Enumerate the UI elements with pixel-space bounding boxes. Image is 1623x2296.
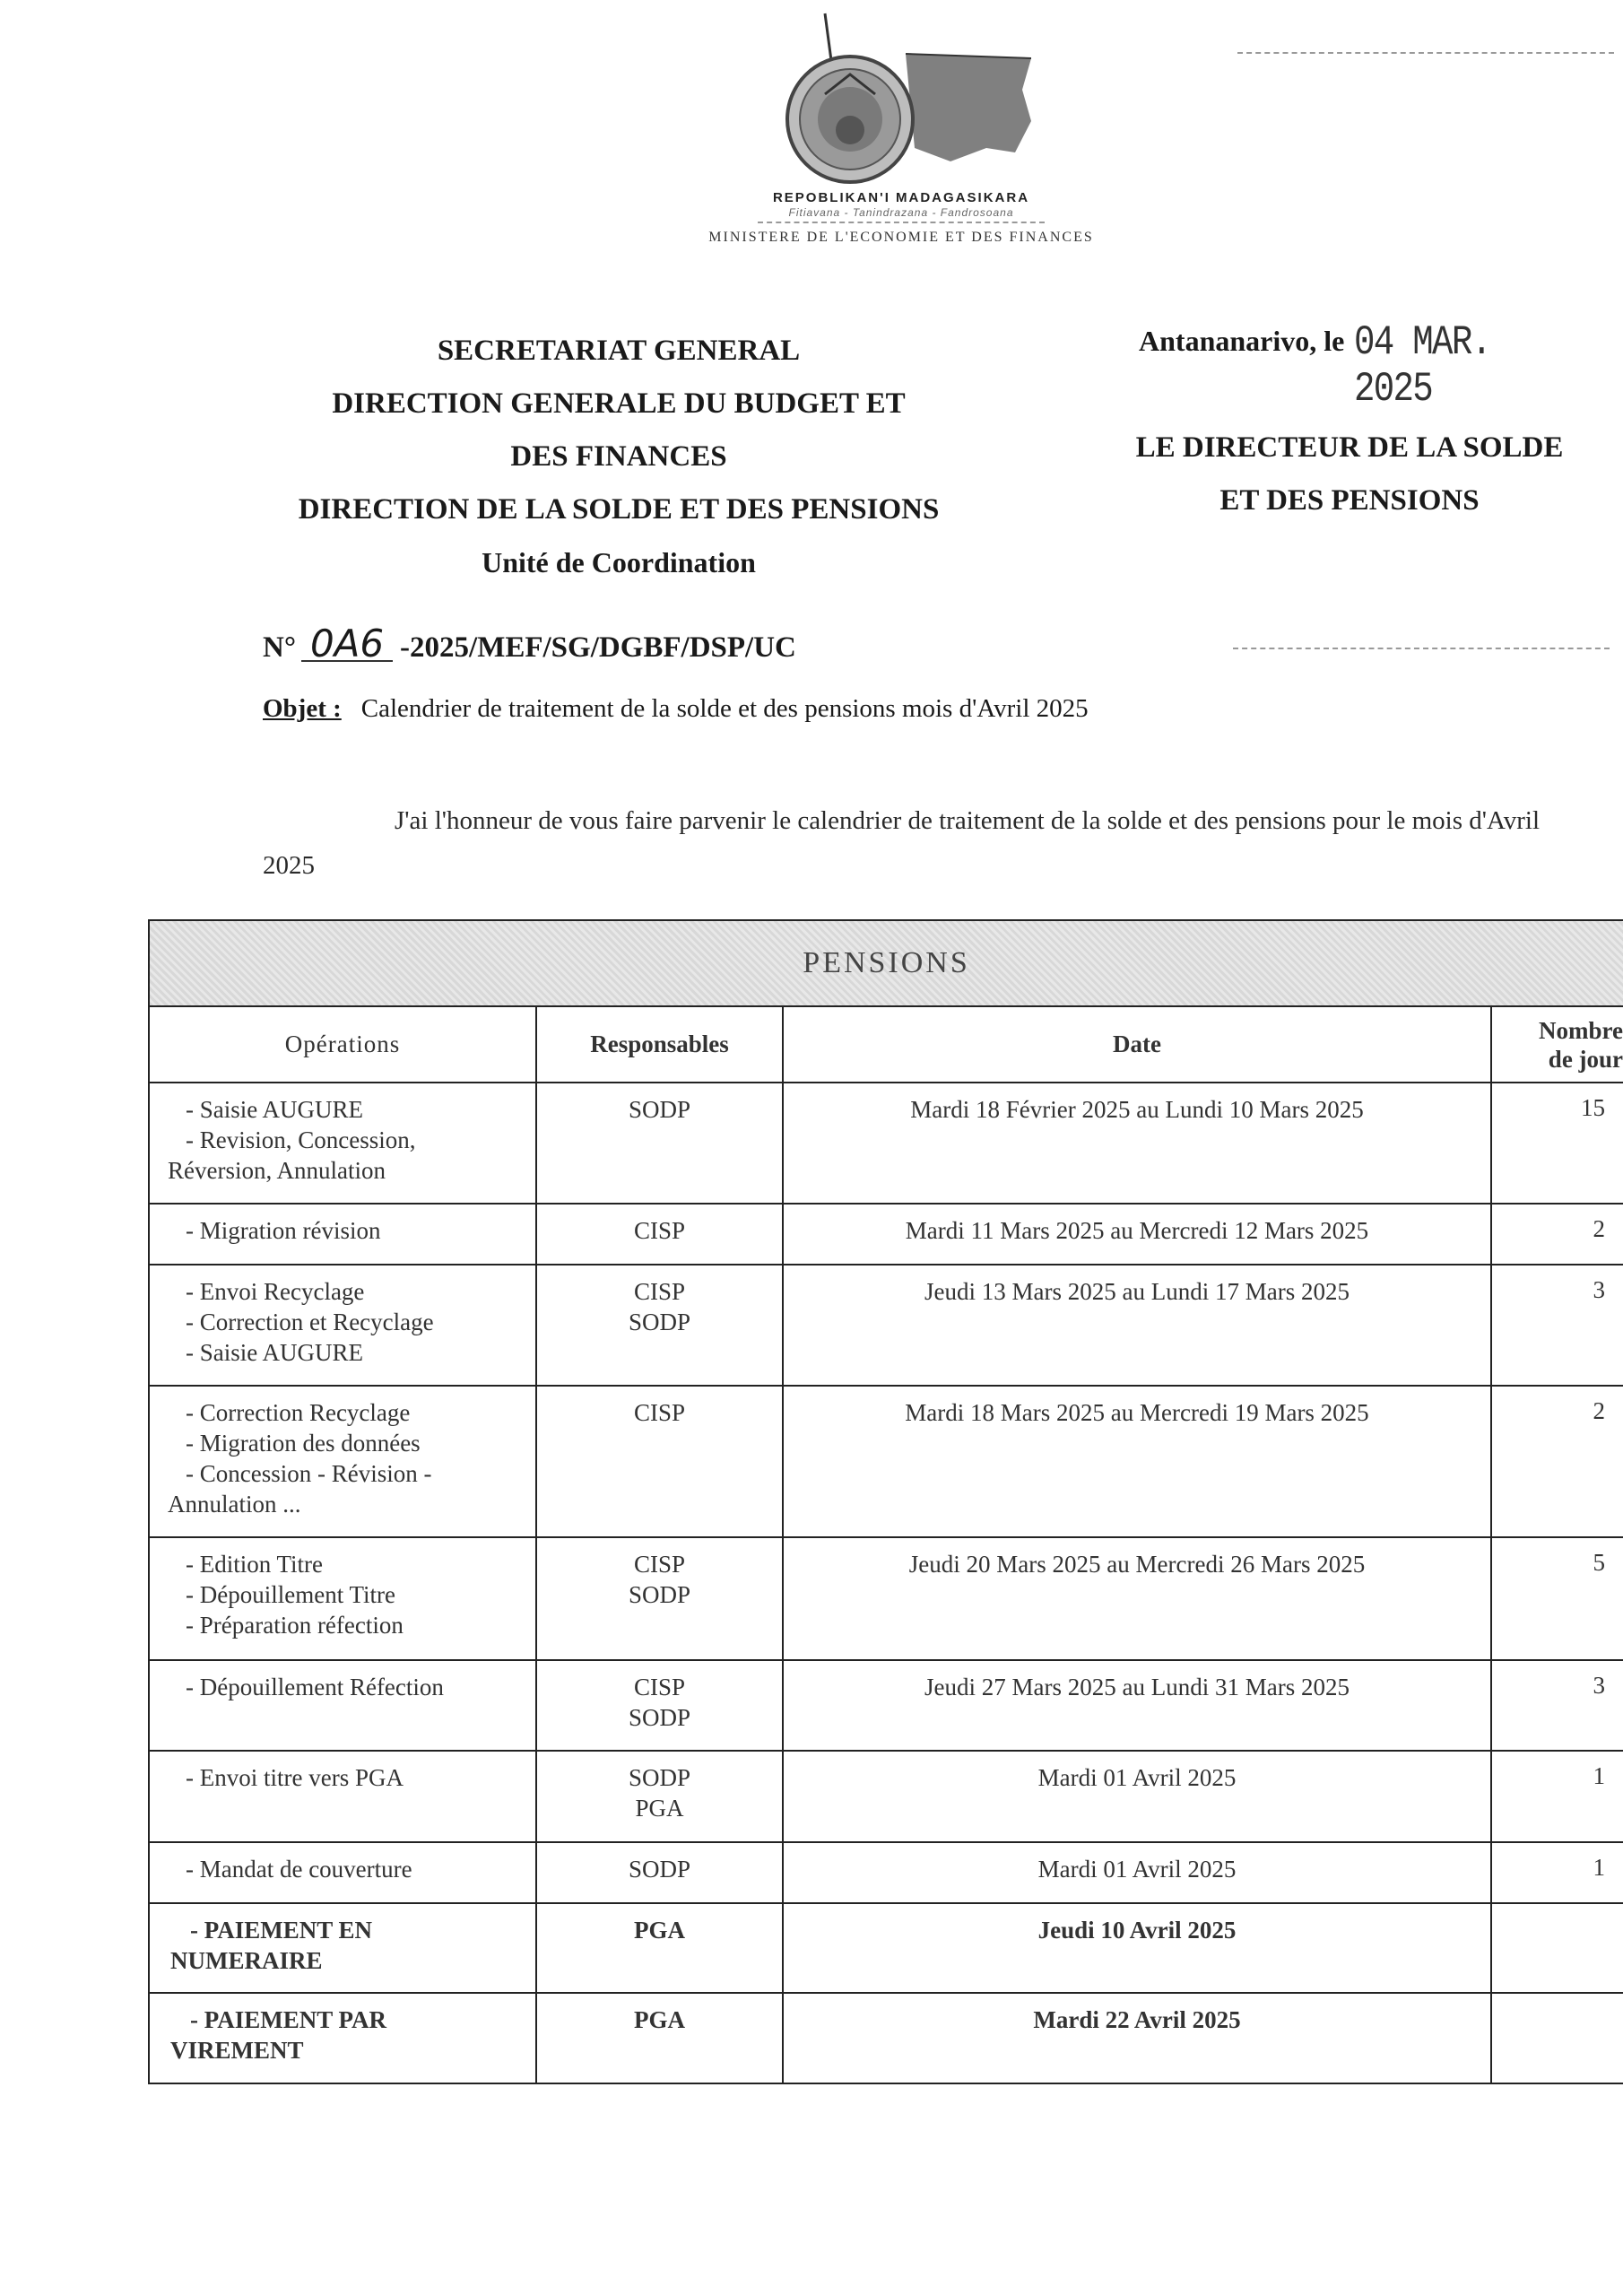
- op-line: - Correction et Recyclage: [186, 1309, 434, 1335]
- table-row: [149, 1265, 1623, 1386]
- op-line: - Préparation réfection: [186, 1612, 404, 1639]
- cell-days: [1491, 1993, 1623, 2083]
- cell-date: Mardi 18 Mars 2025 au Mercredi 19 Mars 2025: [783, 1386, 1491, 1537]
- table-row: [149, 1083, 1623, 1204]
- resp-line: PGA: [635, 1795, 684, 1822]
- resp-line: PGA: [634, 1917, 685, 1944]
- resp-line: CISP: [633, 1551, 686, 1578]
- cell-days: 1: [1491, 1842, 1623, 1903]
- cell-responsables: [536, 1903, 783, 1993]
- table-row: [149, 1993, 1623, 2083]
- op-line: - Migration révision: [186, 1217, 381, 1244]
- cell-responsables: [536, 1993, 783, 2083]
- reference-number: [263, 622, 796, 665]
- cell-operations: [149, 1204, 536, 1265]
- cell-date: Jeudi 20 Mars 2025 au Mercredi 26 Mars 2025: [783, 1537, 1491, 1660]
- op-line: - Edition Titre: [186, 1551, 324, 1578]
- cell-days: 3: [1491, 1265, 1623, 1386]
- col-header-date: Date: [783, 1006, 1491, 1083]
- col-header-nombre-line2: de jour: [1548, 1045, 1623, 1073]
- resp-line: SODP: [628, 1309, 691, 1335]
- resp-line: PGA: [634, 2006, 685, 2033]
- op-line: - Dépouillement Titre: [186, 1581, 395, 1608]
- date-stamp: 04 MAR. 2025: [1354, 319, 1491, 413]
- resp-line: CISP: [633, 1399, 686, 1426]
- intro-paragraph: J'ai l'honneur de vous faire parvenir le calendrier de traitement de la solde et des pensions pour le mois d'Avril 2025: [263, 806, 1541, 880]
- cell-responsables: [536, 1204, 783, 1265]
- op-line: NUMERAIRE: [170, 1947, 323, 1974]
- op-line: - Migration des données: [186, 1430, 421, 1457]
- sender-line: DIRECTION GENERALE DU BUDGET ET: [332, 387, 906, 420]
- cell-responsables: [536, 1842, 783, 1903]
- sender-line: DIRECTION DE LA SOLDE ET DES PENSIONS: [298, 493, 940, 526]
- cell-days: 2: [1491, 1386, 1623, 1537]
- cell-days: 1: [1491, 1751, 1623, 1842]
- cell-days: 2: [1491, 1204, 1623, 1265]
- op-line: - Envoi titre vers PGA: [186, 1764, 404, 1791]
- cell-responsables: [536, 1386, 783, 1537]
- divider: [1237, 52, 1614, 54]
- sender-line: DES FINANCES: [510, 440, 727, 473]
- cell-operations: [149, 1751, 536, 1842]
- table-row: [149, 1842, 1623, 1903]
- op-line: VIREMENT: [170, 2037, 304, 2064]
- op-line: - Revision, Concession,: [186, 1126, 416, 1153]
- col-header-operations: Opérations: [149, 1006, 536, 1083]
- place-label: Antananarivo, le: [1139, 325, 1345, 357]
- op-line: Annulation ...: [168, 1491, 301, 1518]
- table-row: [149, 1660, 1623, 1751]
- table-title: PENSIONS: [149, 920, 1623, 1006]
- cell-date: Jeudi 13 Mars 2025 au Lundi 17 Mars 2025: [783, 1265, 1491, 1386]
- divider: [1233, 648, 1610, 649]
- republic-motto: Fitiavana - Tanindrazana - Fandrosoana: [788, 206, 1014, 219]
- op-line: - PAIEMENT EN: [190, 1917, 373, 1944]
- subject-text: Calendrier de traitement de la solde et des pensions mois d'Avril 2025: [360, 694, 1089, 723]
- sender-line: SECRETARIAT GENERAL: [437, 335, 801, 367]
- resp-line: SODP: [628, 1764, 691, 1791]
- op-line: - Dépouillement Réfection: [186, 1674, 444, 1700]
- resp-line: SODP: [628, 1096, 691, 1123]
- cell-operations: [149, 1842, 536, 1903]
- divider: [758, 222, 1045, 223]
- table-row: [149, 1903, 1623, 1993]
- signatory-line: LE DIRECTEUR DE LA SOLDE: [1135, 431, 1564, 464]
- cell-operations: [149, 1993, 536, 2083]
- op-line: Réversion, Annulation: [168, 1157, 386, 1184]
- cell-date: Mardi 01 Avril 2025: [783, 1842, 1491, 1903]
- cell-responsables: [536, 1751, 783, 1842]
- cell-operations: [149, 1660, 536, 1751]
- resp-line: CISP: [633, 1278, 686, 1305]
- cell-days: 5: [1491, 1537, 1623, 1660]
- table-row: [149, 1204, 1623, 1265]
- subject-line: [263, 694, 1089, 724]
- cell-operations: [149, 1265, 536, 1386]
- resp-line: SODP: [628, 1704, 691, 1731]
- cell-date: Mardi 22 Avril 2025: [783, 1993, 1491, 2083]
- sender-line: Unité de Coordination: [482, 546, 756, 578]
- reference-prefix: N°: [263, 631, 297, 664]
- resp-line: CISP: [633, 1674, 686, 1700]
- op-line: - Correction Recyclage: [186, 1399, 411, 1426]
- table-row: [149, 1751, 1623, 1842]
- table-row: [149, 1386, 1623, 1537]
- table-row: [149, 1537, 1623, 1660]
- op-line: - Concession - Révision -: [186, 1460, 432, 1487]
- cell-responsables: [536, 1083, 783, 1204]
- op-line: - PAIEMENT PAR: [190, 2006, 386, 2033]
- cell-responsables: [536, 1660, 783, 1751]
- subject-label: Objet :: [263, 694, 342, 723]
- cell-days: [1491, 1903, 1623, 1993]
- cell-date: Mardi 11 Mars 2025 au Mercredi 12 Mars 2025: [783, 1204, 1491, 1265]
- sender-block: [224, 325, 1013, 589]
- cell-responsables: [536, 1537, 783, 1660]
- signatory-title: [1103, 422, 1596, 527]
- cell-date: Mardi 01 Avril 2025: [783, 1751, 1491, 1842]
- ministry-name: MINISTERE DE L'ECONOMIE ET DES FINANCES: [708, 230, 1094, 245]
- cell-operations: [149, 1537, 536, 1660]
- col-header-nombre-line1: Nombre: [1539, 1016, 1623, 1044]
- op-line: - Envoi Recyclage: [186, 1278, 365, 1305]
- cell-responsables: [536, 1265, 783, 1386]
- republic-emblem-logo: [771, 4, 1031, 188]
- reference-handwritten-number: 0A6: [301, 628, 393, 662]
- cell-operations: [149, 1386, 536, 1537]
- cell-date: Jeudi 27 Mars 2025 au Lundi 31 Mars 2025: [783, 1660, 1491, 1751]
- cell-date: Mardi 18 Février 2025 au Lundi 10 Mars 2025: [783, 1083, 1491, 1204]
- resp-line: SODP: [628, 1856, 691, 1883]
- signatory-line: ET DES PENSIONS: [1219, 484, 1480, 517]
- cell-days: 15: [1491, 1083, 1623, 1204]
- resp-line: SODP: [628, 1581, 691, 1608]
- resp-line: CISP: [633, 1217, 686, 1244]
- republic-name: REPOBLIKAN'I MADAGASIKARA: [772, 190, 1030, 205]
- cell-days: 3: [1491, 1660, 1623, 1751]
- op-line: - Saisie AUGURE: [186, 1339, 363, 1366]
- col-header-nombre: [1491, 1006, 1623, 1083]
- cell-operations: [149, 1083, 536, 1204]
- op-line: - Mandat de couverture: [186, 1856, 412, 1883]
- pensions-calendar-table: [148, 919, 1623, 2084]
- op-line: - Saisie AUGURE: [186, 1096, 363, 1123]
- cell-date: Jeudi 10 Avril 2025: [783, 1903, 1491, 1993]
- cell-operations: [149, 1903, 536, 1993]
- col-header-responsables: Responsables: [536, 1006, 783, 1083]
- reference-suffix: -2025/MEF/SG/DGBF/DSP/UC: [400, 631, 796, 664]
